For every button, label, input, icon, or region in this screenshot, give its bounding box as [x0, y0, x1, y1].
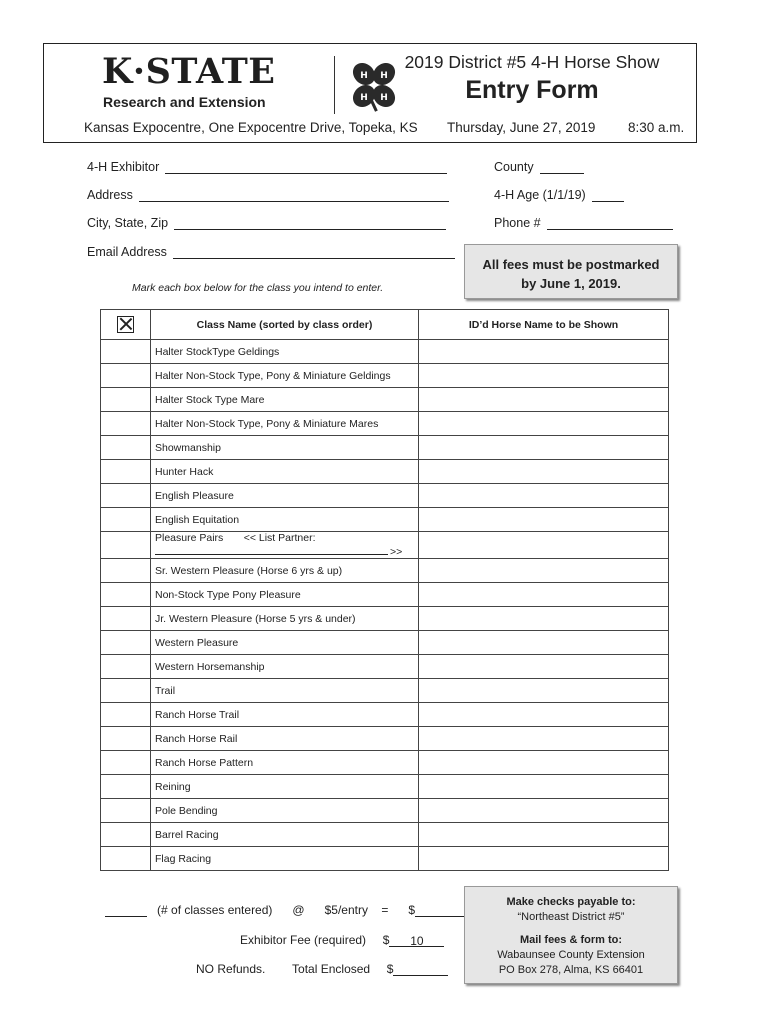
payment-info-box: [464, 886, 678, 984]
table-row: [101, 412, 669, 436]
city-label: City, State, Zip: [87, 216, 169, 230]
partner-end: >>: [390, 546, 403, 558]
fee-deadline-notice: [464, 244, 678, 299]
class-name: Flag Racing: [151, 847, 419, 871]
table-row: [101, 364, 669, 388]
mail-office: Wabaunsee County Extension: [497, 949, 645, 961]
county-field[interactable]: [494, 160, 584, 174]
class-checkbox[interactable]: [101, 607, 151, 631]
table-row: [101, 679, 669, 703]
svg-text:H: H: [380, 93, 388, 103]
mark-instruction: Mark each box below for the class you intend to enter.: [132, 282, 384, 294]
horse-name-cell[interactable]: [419, 412, 669, 436]
class-name: Ranch Horse Rail: [151, 727, 419, 751]
email-field[interactable]: [87, 245, 455, 259]
dollar-sign: $: [386, 962, 394, 976]
class-name: Western Pleasure: [151, 631, 419, 655]
horse-name-cell[interactable]: [419, 751, 669, 775]
show-title: 2019 District #5 4-H Horse Show: [404, 52, 660, 72]
table-row: [101, 775, 669, 799]
class-checkbox[interactable]: [101, 679, 151, 703]
venue-text: Kansas Expocentre, One Expocentre Drive, Topeka, KS: [84, 120, 418, 135]
class-checkbox[interactable]: [101, 559, 151, 583]
email-label: Email Address: [87, 245, 167, 259]
logo-divider: [334, 56, 335, 114]
at-sign: @: [292, 903, 305, 917]
fee-calc-line: [240, 933, 444, 947]
payable-to: “Northeast District #5”: [517, 911, 625, 923]
class-name: [151, 532, 419, 559]
horse-name-header: ID’d Horse Name to be Shown: [419, 310, 669, 340]
class-checkbox[interactable]: [101, 388, 151, 412]
horse-name-cell[interactable]: [419, 631, 669, 655]
horse-name-cell[interactable]: [419, 508, 669, 532]
table-row: [101, 607, 669, 631]
class-checkbox[interactable]: [101, 727, 151, 751]
class-name: Hunter Hack: [151, 460, 419, 484]
class-checkbox[interactable]: [101, 364, 151, 388]
partner-label: << List Partner:: [243, 532, 316, 544]
classes-count-blank[interactable]: [105, 905, 147, 917]
class-name: Pole Bending: [151, 799, 419, 823]
county-label: County: [494, 160, 534, 174]
fee-notice-line2: by June 1, 2019.: [521, 276, 621, 291]
city-line[interactable]: [174, 218, 446, 230]
class-checkbox[interactable]: [101, 775, 151, 799]
brand-subtitle: Research and Extension: [103, 94, 266, 110]
horse-name-cell[interactable]: [419, 847, 669, 871]
phone-field[interactable]: [494, 216, 673, 230]
class-name: English Equitation: [151, 508, 419, 532]
horse-name-cell[interactable]: [419, 460, 669, 484]
table-row: [101, 508, 669, 532]
horse-name-cell[interactable]: [419, 532, 669, 559]
horse-name-cell[interactable]: [419, 655, 669, 679]
horse-name-cell[interactable]: [419, 799, 669, 823]
table-row: [101, 799, 669, 823]
svg-text:H: H: [360, 93, 368, 103]
classes-calc-line: [105, 903, 470, 917]
class-checkbox[interactable]: [101, 631, 151, 655]
table-row: [101, 340, 669, 364]
table-row: [101, 847, 669, 871]
table-row: [101, 460, 669, 484]
table-row: [101, 631, 669, 655]
horse-name-cell[interactable]: [419, 583, 669, 607]
class-checkbox[interactable]: [101, 460, 151, 484]
table-row: [101, 532, 669, 559]
time-text: 8:30 a.m.: [628, 120, 685, 135]
exhibitor-field[interactable]: [87, 160, 447, 174]
payable-title: Make checks payable to:: [506, 896, 636, 908]
class-name-header: Class Name (sorted by class order): [151, 310, 419, 340]
phone-label: Phone #: [494, 216, 541, 230]
table-row: [101, 388, 669, 412]
table-row: [101, 559, 669, 583]
class-name: Halter StockType Geldings: [151, 340, 419, 364]
class-name: Sr. Western Pleasure (Horse 6 yrs & up): [151, 559, 419, 583]
exhibitor-label: 4-H Exhibitor: [87, 160, 160, 174]
no-refunds-text: NO Refunds.: [196, 962, 266, 976]
rate-text: $5/entry: [324, 903, 368, 917]
county-line[interactable]: [540, 162, 584, 174]
svg-text:H: H: [380, 71, 388, 81]
class-checkbox[interactable]: [101, 823, 151, 847]
fee-notice-line1: All fees must be postmarked: [482, 257, 660, 272]
dollar-sign: $: [408, 903, 416, 917]
header-box: [43, 43, 697, 143]
class-checkbox[interactable]: [101, 847, 151, 871]
class-name: Halter Stock Type Mare: [151, 388, 419, 412]
dollar-sign: $: [382, 933, 390, 947]
table-row: [101, 655, 669, 679]
class-checkbox[interactable]: [101, 532, 151, 559]
class-name: Reining: [151, 775, 419, 799]
age-field[interactable]: [494, 188, 624, 202]
total-calc-line: [196, 962, 448, 976]
table-row: [101, 751, 669, 775]
class-name: Non-Stock Type Pony Pleasure: [151, 583, 419, 607]
horse-name-cell[interactable]: [419, 484, 669, 508]
class-name: Trail: [151, 679, 419, 703]
mail-address: PO Box 278, Alma, KS 66401: [498, 964, 644, 976]
address-field[interactable]: [87, 188, 449, 202]
kstate-logo: [102, 51, 388, 122]
horse-name-cell[interactable]: [419, 727, 669, 751]
brand-wordmark: K·STATE: [102, 51, 276, 92]
class-name: Barrel Racing: [151, 823, 419, 847]
4h-clover-icon: [346, 58, 402, 114]
horse-name-cell[interactable]: [419, 388, 669, 412]
table-row: [101, 583, 669, 607]
class-name: Ranch Horse Trail: [151, 703, 419, 727]
total-amount-blank[interactable]: [393, 964, 448, 976]
address-label: Address: [87, 188, 133, 202]
fee-amount: 10: [389, 935, 444, 947]
class-checkbox[interactable]: [101, 703, 151, 727]
horse-name-cell[interactable]: [419, 436, 669, 460]
equals-sign: =: [381, 903, 389, 917]
classes-label: (# of classes entered): [157, 903, 273, 917]
class-name: Ranch Horse Pattern: [151, 751, 419, 775]
class-entry-table: [100, 309, 669, 871]
table-row: [101, 727, 669, 751]
table-row: [101, 484, 669, 508]
horse-name-cell[interactable]: [419, 775, 669, 799]
class-name: Halter Non-Stock Type, Pony & Miniature Geldings: [151, 364, 419, 388]
horse-name-cell[interactable]: [419, 364, 669, 388]
table-row: [101, 823, 669, 847]
class-checkbox[interactable]: [101, 751, 151, 775]
phone-line[interactable]: [547, 218, 673, 230]
class-name: Halter Non-Stock Type, Pony & Miniature Mares: [151, 412, 419, 436]
age-label: 4-H Age (1/1/19): [494, 188, 586, 202]
class-checkbox[interactable]: [101, 340, 151, 364]
table-row: [101, 436, 669, 460]
horse-name-cell[interactable]: [419, 340, 669, 364]
class-checkbox[interactable]: [101, 583, 151, 607]
address-line[interactable]: [139, 190, 449, 202]
horse-name-cell[interactable]: [419, 559, 669, 583]
class-checkbox[interactable]: [101, 655, 151, 679]
horse-name-cell[interactable]: [419, 679, 669, 703]
class-checkbox[interactable]: [101, 484, 151, 508]
class-checkbox[interactable]: [101, 799, 151, 823]
mail-title: Mail fees & form to:: [519, 934, 623, 946]
exhibitor-line[interactable]: [165, 162, 447, 174]
svg-text:H: H: [360, 71, 368, 81]
horse-name-cell[interactable]: [419, 823, 669, 847]
classes-amount-blank[interactable]: [415, 905, 470, 917]
email-line[interactable]: [173, 247, 455, 259]
class-checkbox[interactable]: [101, 412, 151, 436]
table-header-row: [101, 310, 669, 340]
date-text: Thursday, June 27, 2019: [447, 120, 596, 135]
class-name: Jr. Western Pleasure (Horse 5 yrs & under): [151, 607, 419, 631]
total-label: Total Enclosed: [292, 962, 371, 976]
class-checkbox[interactable]: [101, 436, 151, 460]
form-title: Entry Form: [465, 76, 599, 104]
horse-name-cell[interactable]: [419, 703, 669, 727]
class-name: English Pleasure: [151, 484, 419, 508]
age-line[interactable]: [592, 190, 624, 202]
class-name: Showmanship: [151, 436, 419, 460]
horse-name-cell[interactable]: [419, 607, 669, 631]
class-checkbox[interactable]: [101, 508, 151, 532]
table-row: [101, 703, 669, 727]
pairs-label: Pleasure Pairs: [155, 532, 224, 544]
city-field[interactable]: [87, 216, 446, 230]
partner-line[interactable]: [155, 554, 388, 555]
checked-box-icon: [101, 310, 151, 340]
fee-label: Exhibitor Fee (required): [240, 933, 367, 947]
class-name: Western Horsemanship: [151, 655, 419, 679]
